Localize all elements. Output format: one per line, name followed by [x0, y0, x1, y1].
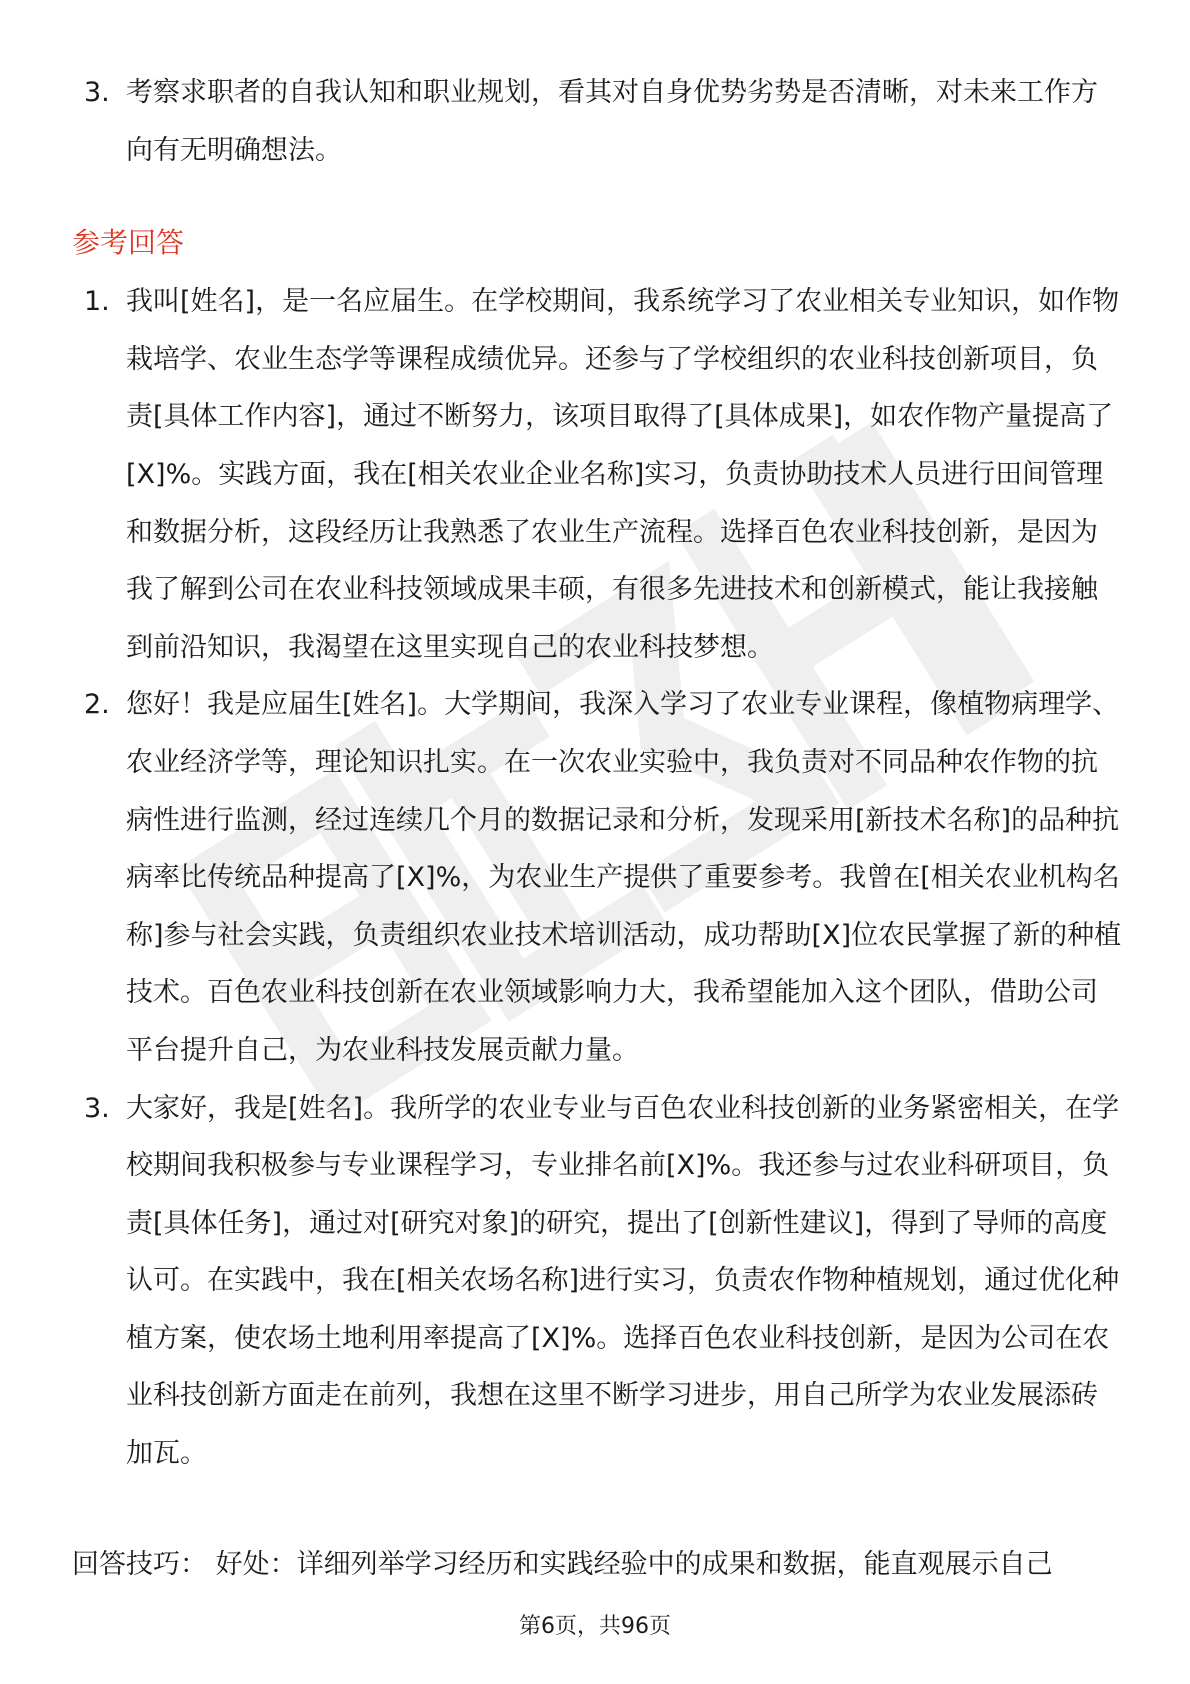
answer-list	[72, 273, 1122, 1482]
list-number: 3.	[84, 1092, 110, 1124]
answer-item	[72, 676, 1122, 1079]
list-number: 1.	[84, 286, 110, 318]
answer-item	[72, 273, 1122, 676]
list-item-text: 考察求职者的自我认知和职业规划，看其对自身优势劣势是否清晰，对未来工作方向有无明确想法。	[126, 77, 1098, 166]
main-content	[72, 64, 1122, 1483]
tip-text: 好处：详细列举学习经历和实践经验中的成果和数据，能直观展示自己	[215, 1549, 1053, 1580]
answer-text: 我叫[姓名]，是一名应届生。在学校期间，我系统学习了农业相关专业知识，如作物栽培学、农业生态学等课程成绩优异。还参与了学校组织的农业科技创新项目，负责[具体工作内容]，通过不断努力，该项目取得了[具体成果]，如农作物产量提高了[X]%。实践方面，我在[相关农业企业名称]实习，负责协助技术人员进行田间管理和数据分析，这段经历让我熟悉了农业生产流程。选择百色农业科技创新，是因为我了解到公司在农业科技领域成果丰硕，有很多先进技术和创新模式，能让我接触到前沿知识，我渴望在这里实现自己的农业科技梦想。	[126, 286, 1120, 663]
answer-text: 您好！我是应届生[姓名]。大学期间，我深入学习了农业专业课程，像植物病理学、农业经济学等，理论知识扎实。在一次农业实验中，我负责对不同品种农作物的抗病性进行监测，经过连续几个月的数据记录和分析，发现采用[新技术名称]的品种抗病率比传统品种提高了[X]%，为农业生产提供了重要参考。我曾在[相关农业机构名称]参与社会实践，负责组织农业技术培训活动，成功帮助[X]位农民掌握了新的种植技术。百色农业科技创新在农业领域影响力大，我希望能加入这个团队，借助公司平台提升自己，为农业科技发展贡献力量。	[126, 689, 1122, 1066]
tip-label: 回答技巧：	[72, 1549, 207, 1580]
list-number: 2.	[84, 689, 110, 721]
section-heading-reference-answers: 参考回答	[72, 226, 185, 260]
answer-item	[72, 1080, 1122, 1483]
page-footer: 第6页，共96页	[519, 1614, 671, 1639]
question-point-item	[72, 64, 1122, 179]
answer-text: 大家好，我是[姓名]。我所学的农业专业与百色农业科技创新的业务紧密相关，在学校期间我积极参与专业课程学习，专业排名前[X]%。我还参与过农业科研项目，负责[具体任务]，通过对[研究对象]的研究，提出了[创新性建议]，得到了导师的高度认可。在实践中，我在[相关农场名称]进行实习，负责农作物种植规划，通过优化种植方案，使农场土地利用率提高了[X]%。选择百色农业科技创新，是因为公司在农业科技创新方面走在前列，我想在这里不断学习进步，用自己所学为农业发展添砖加瓦。	[126, 1092, 1120, 1470]
answer-tip	[72, 1545, 1132, 1585]
list-number: 3.	[84, 77, 110, 108]
